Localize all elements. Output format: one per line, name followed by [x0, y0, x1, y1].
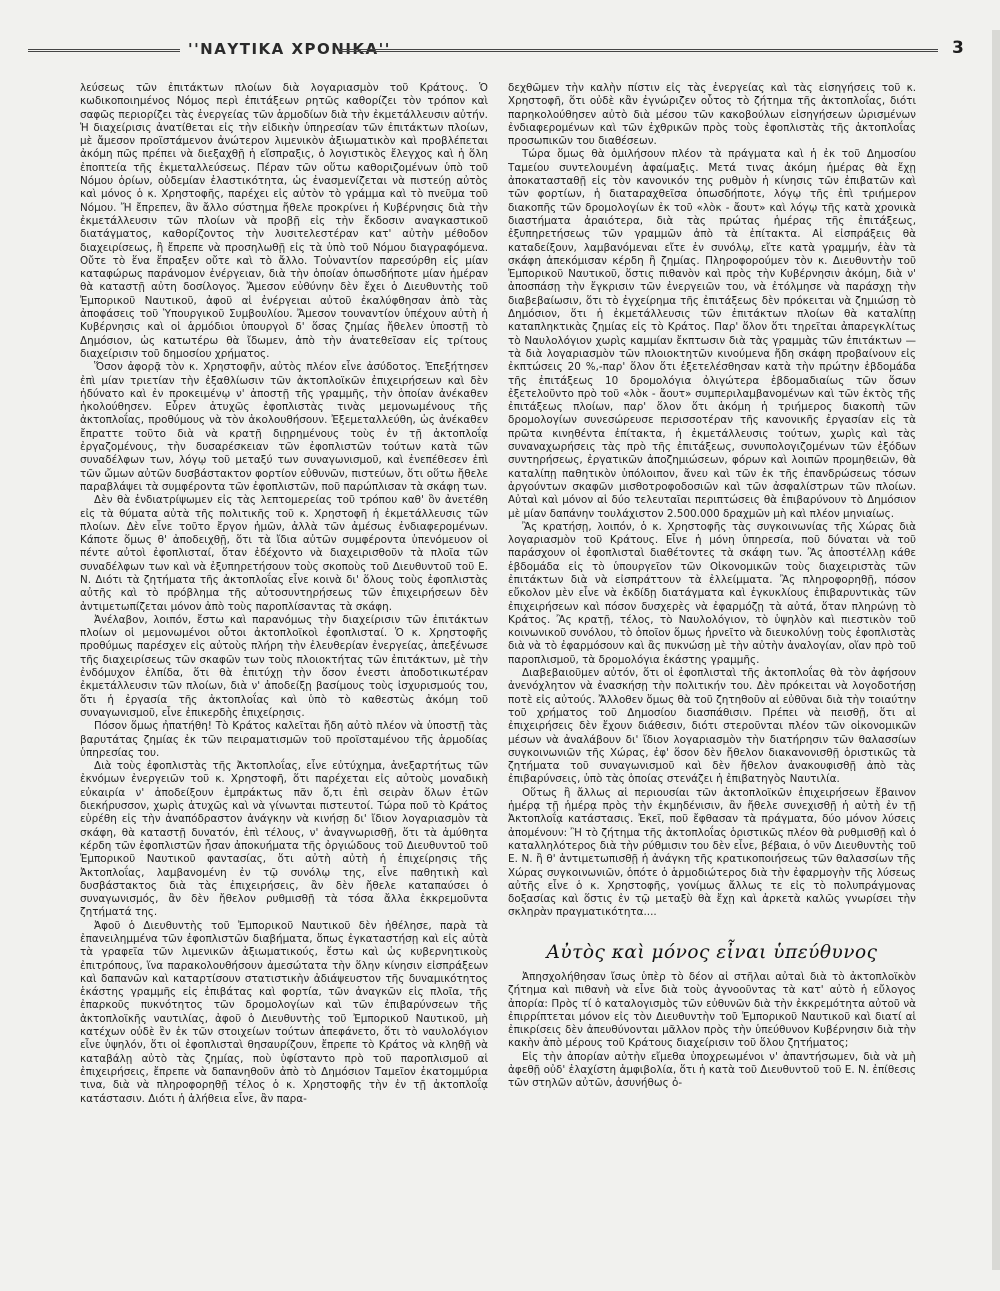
- header-rule-left: [28, 49, 180, 52]
- left-paragraph: Ἀφοῦ ὁ Διευθυντὴς τοῦ Ἐμπορικοῦ Ναυτικοῦ δὲν ἠθέλησε, παρὰ τὰ ἐπανειλημμένα τῶν ἐφοπλιστῶν διαβήματα, ὅπως ἐγκαταστήσῃ καὶ εἰς αὐτὰ τὰ γραφεῖα τῶν λιμενικῶν ἀξιωματικούς, ἔστω καὶ ὡς κυβερνητικοὺς ἐπιτρόπους, ἵνα παρακολουθήσουν ἀμεσώτατα τὴν ὅλην κίνησιν εἰσπράξεων καὶ δαπανῶν καὶ καταρτίσουν στατιστικὴν ἀδιάψευστον τῆς δυναμικότητος ἑκάστης γραμμῆς εἰς ἐπιβάτας καὶ φορτία, τῶν ἀναγκῶν εἰς πλοῖα, τῆς ἐπαρκοῦς πυκνότητος τῶν δρομολογίων καὶ τῶν ἐπιβαρύνσεων τῆς ἀκτοπλοϊκῆς ναυτιλίας, ἀφοῦ ὁ Διευθυντὴς τοῦ Ἐμπορικοῦ Ναυτικοῦ, μὴ κατέχων οὐδὲ ἓν ἐκ τῶν στοιχείων τούτων ἀπεφάνετο, ὅτι τὸ ναυλολόγιον εἶνε ὑψηλόν, ὅτι οἱ ἐφοπλισταὶ θησαυρίζουν, ἔπρεπε τὸ Κράτος νὰ κληθῇ νὰ καταβάλῃ αὐτὸ τὰς ζημίας, ποὺ ὑφίσταντο πρὸ τοῦ παροπλισμοῦ αἱ ἐπιχειρήσεις, ἔπρεπε νὰ δαπανηθοῦν ἀπὸ τὸ Δημόσιον Ταμεῖον ἑκατομμύρια τινα, διὰ νὰ πληροφορηθῇ τέλος ὁ κ. Χρηστοφῆς τὴν ἐν τῇ ἀκτοπλοΐᾳ κατάστασιν. Διότι ἡ ἀλήθεια εἶνε, ἂν παρα-: [80, 919, 488, 1105]
- section-heading: Αὐτὸς καὶ μόνος εἶναι ὑπεύθυνος: [546, 941, 878, 963]
- right-paragraph: Οὕτως ἢ ἄλλως αἱ περιουσίαι τῶν ἀκτοπλοϊκῶν ἐπιχειρήσεων ἔβαινον ἡμέρᾳ τῇ ἡμέρᾳ πρὸς τὴν ἐκμηδένισιν, ἂν ἤθελε συνεχισθῇ ἡ αὐτὴ ἐν τῇ Ἀκτοπλοΐᾳ κατάστασις. Ἐκεῖ, ποῦ ἔφθασαν τὰ πράγματα, δύο μόνον λύσεις ἀπομένουν: Ἢ τὸ ζήτημα τῆς ἀκτοπλοΐας ὁριστικῶς πλέον θὰ ρυθμισθῇ καὶ ὁ καταλληλότερος διὰ τὴν ρύθμισιν του δὲν εἶνε, βέβαια, ὁ νῦν Διευθυντὴς τοῦ Ε. Ν. ἢ θ' ἀντιμετωπισθῇ ἡ ἀνάγκη τῆς κρατικοποιήσεως τῶν θαλασσίων τῆς Χώρας συγκοινωνιῶν, ὁπότε ὁ ἁρμοδιώτερος διὰ τὴν ἐφαρμογὴν τῆς λύσεως αὐτῆς εἶνε ὁ κ. Χρηστοφῆς, γονίμως ἄλλως τε εἰς τὸ πολυπράγμονας δοξασίας καὶ ὅστις ἐν τῷ μεταξὺ θὰ ἔχῃ καὶ ἀρκετὰ καλῶς γνωρίσει τὴν σκληρὰν πραγματικότητα....: [508, 786, 916, 919]
- left-paragraph: Δὲν θὰ ἐνδιατρίψωμεν εἰς τὰς λεπτομερείας τοῦ τρόπου καθ' ὃν ἀνετέθη εἰς τὰ θύματα αὐτὰ τῆς πολιτικῆς τοῦ κ. Χρηστοφῆ ἡ ἐκμετάλλευσις τῶν πλοίων. Δὲν εἶνε τοῦτο ἔργον ἡμῶν, ἀλλὰ τῶν ἀμέσως ἐνδιαφερομένων. Κάποτε ὅμως θ' ἀποδειχθῇ, ὅτι τὰ ἴδια αὐτῶν συμφέροντα ὑπενόμευον οἱ πέντε αὐτοὶ ἐφοπλισταί, ὅταν ἐδέχοντο νὰ διαχειρισθοῦν τὰ πλοῖα τῶν συναδέλφων των καὶ νὰ ἐξυπηρετήσουν τοὺς σκοποὺς τοῦ Διευθυντοῦ τοῦ Ε. Ν. Διότι τὰ ζητήματα τῆς ἀκτοπλοΐας εἶνε κοινὰ δι' ὅλους τοὺς ἐφοπλιστὰς αὐτῆς καὶ τὸ πρόβλημα τῆς αὐτοσυντηρήσεως τῶν ἐπιχειρήσεων δὲν ἀντιμετωπίζεται μόνον ἀπὸ τοὺς παροπλίσαντας τὰ σκάφη.: [80, 494, 488, 613]
- left-paragraph: λεύσεως τῶν ἐπιτάκτων πλοίων διὰ λογαριασμὸν τοῦ Κράτους. Ὁ κωδικοποιημένος Νόμος περὶ ἐπιτάξεων ρητῶς καθορίζει τὸν τρόπον καὶ σαφῶς περιορίζει τὰς ἐνεργείας τῶν ἁρμοδίων διὰ τὴν ἐκμετάλλευσιν αὐτήν. Ἡ διαχείρισις ἀνατίθεται εἰς τὴν εἰδικὴν ὑπηρεσίαν τῶν ἐπιτάκτων πλοίων, μὲ ἄμεσον προϊστάμενον ἀνώτερον λιμενικὸν ἀξιωματικὸν καὶ προβλέπεται ἀκόμη πῶς πρέπει νὰ διεξαχθῇ ἡ εἴσπραξις, ὁ λογιστικὸς ἔλεγχος καὶ ἡ ὅλη ἐποπτεία τῆς ἐκμεταλλεύσεως. Πέραν τῶν οὕτω καθοριζομένων ὑπὸ τοῦ Νόμου ὁρίων, οὐδεμίαν ἐλαστικότητα, ὡς ἐνασμενίζεται νὰ πιστεύῃ αὐτὸς καὶ μόνος ὁ κ. Χρηστοφῆς, παρέχει εἰς αὐτὸν τὸ γράμμα καὶ τὸ πνεῦμα τοῦ Νόμου. Ἤ ἔπρεπεν, ἂν ἄλλο σύστημα ἤθελε προκρίνει ἡ Κυβέρνησις διὰ τὴν ἐκμετάλλευσιν τῶν πλοίων νὰ προβῇ εἰς τὴν ἔκδοσιν αναγκαστικοῦ διατάγματος, καθορίζοντος τὴν λυσιτελεστέραν κατ' αὐτὴν μέθοδον διαχειρίσεως, ἢ ἔπρεπε νὰ προσηλωθῇ εἰς τὰ ὑπὸ τοῦ Νόμου διαγραφόμενα. Οὔτε τὸ ἕνα ἔπραξεν οὔτε καὶ τὸ ἄλλο. Τοὐναντίον παρεσύρθη εἰς μίαν καταφώρως παράνομον ἐνέργειαν, διὰ τὴν ὁποίαν ὁπωσδήποτε μίαν ἡμέραν θὰ καταστῇ αὐτη δοσίλογος. Ἄμεσον εὐθύνην δὲν ἔχει ὁ Διευθυντὴς τοῦ Ἐμπορικοῦ Ναυτικοῦ, ἀφοῦ αἱ ἐνέργειαι αὐτοῦ ἐκαλύφθησαν ἀπὸ τὰς ἀποφάσεις τοῦ Ὑπουργικοῦ Συμβουλίου. Ἄμεσον τουναντίον ὑπέχουν αὐτὴ ἡ Κυβέρνησις καὶ οἱ ἁρμόδιοι ὑπουργοὶ δ' ὅσας ζημίας ἤθελεν ὑποστῇ τὸ Δημόσιον, ὡς κατωτέρω θὰ ἴδωμεν, ἀπὸ τὴν ἀνατεθεῖσαν εἰς τρίτους διαχείρισιν τοῦ δημοσίου χρήματος.: [80, 82, 488, 360]
- section-paragraph: Εἰς τὴν ἀπορίαν αὐτὴν εἴμεθα ὑποχρεωμένοι ν' ἀπαντήσωμεν, διὰ νὰ μὴ ἀφεθῇ οὐδ' ἐλαχίστη ἀμφιβολία, ὅτι ἡ κατὰ τοῦ Διευθυντοῦ τοῦ Ε. Ν. ἐπίθεσις τῶν στηλῶν αὐτῶν, ἀσυνήθως ὀ-: [508, 1050, 916, 1090]
- header-rule-right: [338, 49, 938, 52]
- left-column: [80, 82, 488, 1272]
- left-paragraph: Ὅσον ἀφορᾷ τὸν κ. Χρηστοφῆν, αὐτὸς πλέον εἶνε ἀσύδοτος. Ἐπεξήτησεν ἐπὶ μίαν τριετίαν τὴν ἐξαθλίωσιν τῶν ἀκτοπλοϊκῶν ἐπιχειρήσεων καὶ δὲν ἠδύνατο καὶ ἐν προκειμένῳ ν' ἀποστῇ τῆς γραμμῆς, τὴν ὁποίαν ἀνέκαθεν ἠκολούθησεν. Εὗρεν ἀτυχῶς ἐφοπλιστὰς τινὰς μεμονωμένους τῆς ἀκτοπλοΐας, προθύμους νὰ τὸν ἀκολουθήσουν. Ἐξεμεταλλεύθη, ὡς ἀνέκαθεν ἔπραττε τοῦτο διὰ νὰ κρατῇ διῃρημένους τοὺς ἐν τῇ ἀκτοπλοΐᾳ ἐργαζομένους, τὴν δυσαρέσκειαν τῶν ἐφοπλιστῶν τούτων κατὰ τῶν συναδέλφων των, λόγῳ τοῦ μεταξύ των συναγωνισμοῦ, καὶ ἐνεπέθεσεν ἐπὶ τῶν ὤμων αὐτῶν δυσβάστακτον φορτίον εὐθυνῶν, πιστεύων, ὅτι οὕτω ἤθελε παραβλάψει τὰ συμφέροντα τῶν ἐφοπλιστῶν, ποῦ παρώπλισαν τὰ σκάφη των.: [80, 361, 488, 493]
- page-header: [28, 40, 978, 70]
- page-edge-shadow: [992, 30, 1000, 1270]
- left-paragraph: Διὰ τοὺς ἐφοπλιστὰς τῆς Ἀκτοπλοΐας, εἶνε εὐτύχημα, ἀνεξαρτήτως τῶν ἐκνόμων ἐνεργειῶν τοῦ κ. Χρηστοφῆ, ὅτι παρέχεται εἰς αὐτοὺς μοναδικὴ εὐκαιρία ν' ἀποδείξουν ἐμπράκτως πᾶν ὅ,τι ἐπὶ σειρὰν ὅλων ἐτῶν διεκήρυσσον, χωρὶς ἀτυχῶς καὶ νὰ γίνωνται πιστευτοί. Τώρα ποῦ τὸ Κράτος εὑρέθη εἰς τὴν ἀναπόδραστον ἀνάγκην νὰ κινήσῃ δι' ἴδιον λογαριασμὸν τὰ σκάφη, θὰ καταστῇ δυνατόν, ἐπὶ τέλους, ν' ἀναγνωρισθῇ, ὅτι τὰ ἀμύθητα κέρδη τῶν ἐφοπλιστῶν ἦσαν ἀποκυήματα τῆς ὀργιώδους τοῦ Διευθυντοῦ τοῦ Ἐμπορικοῦ Ναυτικοῦ φαντασίας, ὅτι αὐτὴ αὐτὴ ἡ ἐπιχείρησις τῆς Ἀκτοπλοΐας, λαμβανομένη ἐν τῷ συνόλῳ της, εἶνε παθητικὴ καὶ δυσβάστακτος διὰ τὰς ἐπιχειρήσεις, ἂν δὲν ἤθελε καταπαύσει ὁ συναγωνισμός, ἂν δὲν ἤθελον ρυθμισθῇ τὰ τόσα ἄλλα ἐκκρεμοῦντα ζητήματά της.: [80, 760, 488, 919]
- section-paragraph: Ἀπησχολήθησαν ἴσως ὑπὲρ τὸ δέον αἱ στῆλαι αὐταὶ διὰ τὸ ἀκτοπλοϊκὸν ζήτημα καὶ πιθανὴ νὰ εἶνε διὰ τοὺς ἀγνοοῦντας τὰ κατ' αὐτὸ ἡ εὔλογος ἀπορία: Πρὸς τί ὁ καταλογισμὸς τῶν εὐθυνῶν διὰ τὴν ἐκκρεμότητα αὐτοῦ νὰ ἐπιρρίπτεται μόνον εἰς τὸν Διευθυντὴν τοῦ Ἐμπορικοῦ Ναυτικοῦ καὶ διατί αἱ ἐπικρίσεις δὲν ἀπευθύνονται μᾶλλον πρὸς τὴν ὑπεύθυνον Κυβέρνησιν διὰ τὴν κακὴν ἀπὸ μέρους τοῦ Κράτους διαχείρισιν τοῦ ὅλου ζητήματος;: [508, 971, 916, 1050]
- right-paragraph: Ἂς κρατήσῃ, λοιπόν, ὁ κ. Χρηστοφῆς τὰς συγκοινωνίας τῆς Χώρας διὰ λογαριασμὸν τοῦ Κράτους. Εἶνε ἡ μόνη ὑπηρεσία, ποῦ δύναται νὰ τοῦ παράσχουν οἱ ἐφοπλισταὶ διαθέτοντες τὰ σκάφη των. Ἂς ἀποστέλλῃ κάθε ἑβδομάδα εἰς τὸ ὑπουργεῖον τῶν Οἰκονομικῶν τοὺς διαχειριστὰς τῶν ἐπιτάκτων διὰ νὰ εἰσπράττουν τὰ ἐλλείμματα. Ἂς πληροφορηθῇ, πόσον εὔκολον μὲν εἶνε νὰ ἐκδίδῃ διατάγματα καὶ ἐγκυκλίους ἐπιβαρυντικὰς τῶν ἐπιχειρήσεων καὶ πόσον δυσχερὲς νὰ ἐφαρμόζῃ τὰ αὐτά, ὅταν πληρώνῃ τὸ Κράτος. Ἂς κρατῇ, τέλος, τὸ Ναυλολόγιον, τὸ ὑψηλὸν καὶ πιεστικὸν τοῦ κοινωνικοῦ συνόλου, τὸ ὁποῖον ὅμως ἠρνεῖτο νὰ διευκολύνῃ τοὺς ἐφοπλιστὰς διὰ νὰ τὸ ἐφαρμόσουν καὶ ἂς πυκνώσῃ μὲ τὴν αὐτὴν ἀναλογίαν, οἵαν πρὸ τοῦ παροπλισμοῦ, τὰ δρομολόγια ἑκάστης γραμμῆς.: [508, 520, 916, 666]
- left-paragraph: Ἀνέλαβον, λοιπόν, ἔστω καὶ παρανόμως τὴν διαχείρισιν τῶν ἐπιτάκτων πλοίων οἱ μεμονωμένοι οὗτοι ἀκτοπλοϊκοὶ ἐφοπλισταί. Ὁ κ. Χρηστοφῆς προθύμως παρέσχεν εἰς αὐτοὺς πλήρη τὴν ἐλευθερίαν ἐνεργείας, ἀπεξένωσε τῆς διαχειρίσεως τῶν σκαφῶν των τοὺς πλοιοκτήτας τῶν ἐπιτάκτων, μὲ τὴν ἐνδόμυχον ἐλπίδα, ὅτι θὰ ἐπιτύχῃ τὴν ὅσον ἐνεστι ἀποδοτικωτέραν ἐκμετάλλευσιν τῶν πλοίων, διὰ ν' ἀποδείξῃ βασίμους τοὺς ἰσχυρισμούς του, ὅτι ἡ ἐργασία τῆς ἀκτοπλοΐας καὶ ὑπὸ τὸ καθεστὼς ἀκόμη τοῦ συναγωνισμοῦ, εἶνε ἐπικερδὴς ἐπιχείρησις.: [80, 613, 488, 719]
- left-paragraph: Πόσον ὅμως ἠπατήθη! Τὸ Κράτος καλεῖται ἤδη αὐτὸ πλέον νὰ ὑποστῇ τὰς βαρυτάτας ζημίας ἐκ τῶν πειραματισμῶν τοῦ προϊσταμένου τῆς ἁρμοδίας ὑπηρεσίας του.: [80, 720, 488, 759]
- right-paragraph: δεχθῶμεν τὴν καλὴν πίστιν εἰς τὰς ἐνεργείας καὶ τὰς εἰσηγήσεις τοῦ κ. Χρηστοφῆ, ὅτι οὐδὲ κἂν ἐγνώριζεν οὗτος τὸ ζήτημα τῆς ἀκτοπλοΐας, διότι παρηκολούθησεν αὐτὸ διὰ μέσου τῶν κακοβούλων εἰσηγήσεων ὡρισμένων ἐνδιαφερομένων καὶ τῶν ἐχθρικῶν πρὸς τοὺς ἐφοπλιστὰς τῆς ἀκτοπλοΐας προσωπικῶν του διαθέσεων.: [508, 82, 916, 148]
- right-column: [508, 82, 916, 1272]
- publication-title: ''ΝΑΥΤΙΚΑ ΧΡΟΝΙΚΑ'': [188, 40, 391, 58]
- page-number: 3: [952, 38, 964, 58]
- right-paragraph: Διαβεβαιοῦμεν αὐτόν, ὅτι οἱ ἐφοπλισταὶ τῆς ἀκτοπλοΐας θὰ τὸν ἀφήσουν ἀνενόχλητον νὰ ἐνασκήσῃ τὴν πολιτικήν του. Δὲν πρόκειται νὰ λογοδοτήσῃ ποτὲ εἰς αὐτούς. Ἄλλοθεν ὅμως θὰ τοῦ ζητηθοῦν αἱ εὐθῦναι διὰ τὴν τοιαύτην τοῦ χρήματος τοῦ Δημοσίου διασπάθισιν. Πρέπει νὰ πεισθῇ, ὅτι αἱ ἐπιχειρήσεις δὲν ἔχουν διάθεσιν, διότι στεροῦνται πλέον τῶν οἰκονομικῶν μέσων νὰ ἀναλάβουν δι' ἴδιον λογαριασμὸν τὴν διατήρησιν τῶν θαλασσίων συγκοινωνιῶν τῆς Χώρας, ἐφ' ὅσον δὲν ἤθελον διακανονισθῇ ὁριστικῶς τὰ ζητήματα τοῦ συναγωνισμοῦ καὶ δὲν ἤθελον ἀνακουφισθῇ ἀπὸ τὰς ἐπιβαρύνσεις, ὑπὸ τὰς ὁποίας στενάζει ἡ ἐπιβατηγὸς Ναυτιλία.: [508, 667, 916, 786]
- right-paragraph: Τώρα ὅμως θὰ ὁμιλήσουν πλέον τὰ πράγματα καὶ ἡ ἐκ τοῦ Δημοσίου Ταμείου συντελουμένη ἀφαίμαξις. Μετά τινας ἀκόμη ἡμέρας θὰ ἔχῃ ἀποκατασταθῇ εἰς τὸν κανονικόν της ρυθμὸν ἡ κίνησις τῶν ἐπιβατῶν καὶ τῶν φορτίων, ἡ διαταραχθεῖσα ὁπωσδήποτε, λόγῳ τῆς ἐπὶ τριήμερον διακοπῆς τῶν δρομολογίων ἐκ τοῦ «λὸκ - ἄουτ» καὶ λόγῳ τῆς κατὰ χρονικὰ διαστήματα ἀραιότερα, διὰ τὰς πρώτας ἡμέρας τῆς ἐπιτάξεως, ἐξυπηρετήσεως τῶν γραμμῶν ἀπὸ τὰ ἐπίτακτα. Αἱ εἰσπράξεις θὰ καταδείξουν, λαμβανόμεναι εἴτε ἐν συνόλῳ, εἴτε κατὰ γραμμήν, ἐὰν τὰ σκάφη ἀπεκόμισαν κέρδη ἢ ζημίας. Πληροφορούμεν τὸν κ. Διευθυντὴν τοῦ Ἐμπορικοῦ Ναυτικοῦ, ὅστις πιθανὸν καὶ πρὸς τὴν Κυβέρνησιν ἀκόμη, διὰ ν' ἀποσπάσῃ τὴν ἔγκρισιν τῶν ἐνεργειῶν του, νὰ ἐτόλμησε νὰ παράσχῃ τὴν διαβεβαίωσιν, ὅτι τὸ ἐγχείρημα τῆς ἐπιτάξεως δὲν πρόκειται νὰ ζημιώσῃ τὸ Δημόσιον, ὅτι ἡ ἐκμετάλλευσις τῶν ἐπιτάκτων πλοίων θὰ καταλίπῃ καταπληκτικὰς ζημίας εἰς τὸ Κράτος. Παρ' ὅλον ὅτι τηρεῖται ἀπαρεγκλίτως τὸ Ναυλολόγιον χωρὶς καμμίαν ἔκπτωσιν διὰ τὰς γραμμὰς τῶν ἐπιτάκτων — τὰ διὰ λογαριασμὸν τῶν πλοιοκτητῶν κινούμενα ἤδη σκάφη προβαίνουν εἰς ἐκπτώσεις 20 %,-παρ' ὅλον ὅτι ἐξετελέσθησαν κατὰ τὴν πρώτην ἑβδομάδα τῆς ἐπιτάξεως 10 δρομολόγια ὀλιγώτερα ἑβδομαδιαίως τῶν ὅσων ἐξετελοῦντο πρὸ τοῦ «λὸκ - ἄουτ» συμπεριλαμβανομένων καὶ τῶν ἐκτὸς τῆς ἐπιτάξεως πλοίων, παρ' ὅλον ὅτι ἀκόμη ἡ τριήμερος διακοπὴ τῶν δρομολογίων συνεσώρευσε περισσοτέραν τῆς κανονικῆς ἐργασίαν εἰς τὰ πρῶτα κινηθέντα ἐπίτακτα, ἡ ἐκμετάλλευσις τούτων, χωρὶς καὶ τὰς συναναχωρήσεις τὰς πρὸ τῆς ἐπιτάξεως, συνυπολογιζομένων τῶν ἐξόδων συντηρήσεως, ἐργατικῶν ἀποζημιώσεων, φόρων καὶ λοιπῶν προμηθειῶν, θὰ καταλίπῃ παθητικὸν ὑπόλοιπον, ἄνευ καὶ τῶν ἐκ τῆς ἐπανδρώσεως τόσων ἀργούντων σκαφῶν μισθοτροφοδοσιῶν καὶ τῶν ἀσφαλίστρων τῶν πλοίων. Αὐταὶ καὶ μόνον αἱ δύο τελευταῖαι περιπτώσεις θὰ ἐπιβαρύνουν τὸ Δημόσιον μὲ μίαν δαπάνην τουλάχιστον 2.500.000 δραχμῶν μὴ καὶ πλέον μηνιαίως.: [508, 148, 916, 520]
